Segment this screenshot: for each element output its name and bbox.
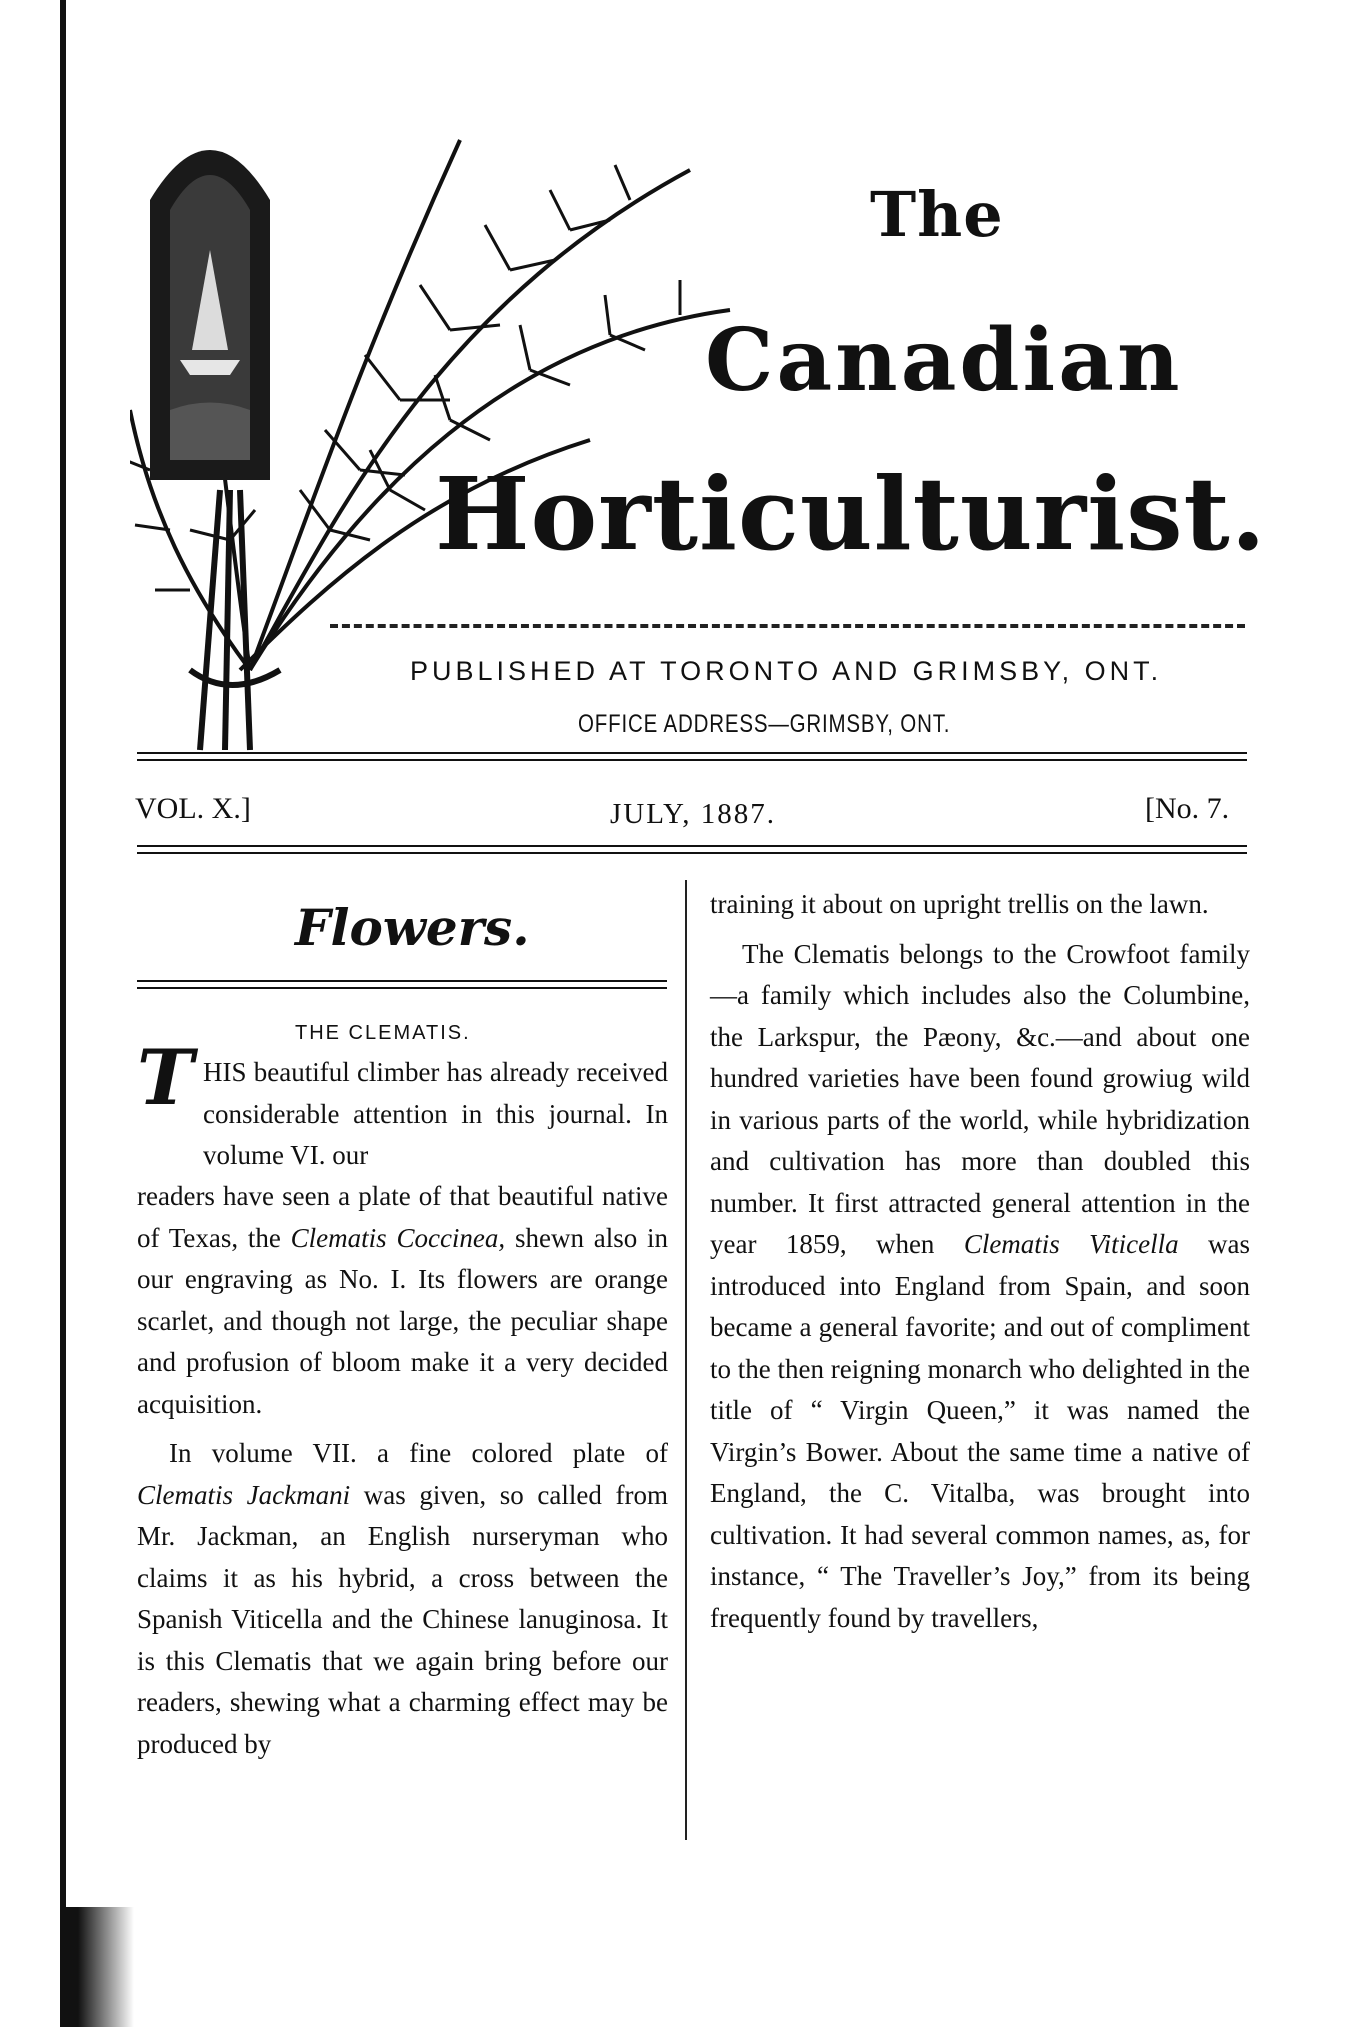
left-column-opening bbox=[203, 1052, 668, 1177]
header-rule-bottom bbox=[137, 845, 1247, 854]
issue-number: [No. 7. bbox=[1145, 792, 1230, 825]
column-divider bbox=[685, 880, 687, 1840]
paragraph-2: In volume VII. a fine colored plate of Clematis Jackmani was given, so called from Mr. Jackman, an English nurseryman who claims it as his hybrid, a cross between the Spanish Viticella and the Chinese lanuginosa. It is this Clematis that we again bring before our readers, shewing what a charming effect may be produced by bbox=[137, 1438, 669, 1759]
paragraph-4: The Clematis belongs to the Crowfoot family—a family which includes also the Columbine, the Larkspur, the Pæony, &c.—and about one hundred varieties have been found growiug wild in various parts of the world, while hybridization and cultivation has more than doubled this number. It first attracted general attention in the year 1859, when Clematis Viticella was introduced into England from Spain, and soon became a general favorite; and out of compliment to the then reigning monarch who delighted in the title of “ Virgin Queen,” it was named the Virgin’s Bower. About the same time a native of England, the C. Vitalba, was brought into cultivation. It had several common names, as, for instance, “ The Traveller’s Joy,” from its being frequently found by travellers, bbox=[710, 938, 1251, 1633]
opening-text: HIS beautiful climber has already received considerable attention in this journal. In volume VI. our bbox=[203, 1057, 668, 1170]
right-column bbox=[710, 884, 1250, 1647]
issue-date: JULY, 1887. bbox=[610, 798, 776, 830]
masthead-title-canadian: Canadian bbox=[705, 310, 1183, 411]
page-spine-edge bbox=[60, 0, 66, 2027]
section-title: Flowers. bbox=[295, 898, 530, 957]
section-rule bbox=[137, 980, 667, 989]
office-address-line: OFFICE ADDRESS—GRIMSBY, ONT. bbox=[578, 710, 951, 738]
page-spine-shadow bbox=[64, 1907, 134, 2027]
masthead-title-the: The bbox=[870, 178, 1004, 251]
masthead-dashed-rule bbox=[330, 624, 1245, 628]
volume-label: VOL. X.] bbox=[135, 792, 251, 825]
article-subheading: THE CLEMATIS. bbox=[295, 1022, 471, 1044]
masthead-title-horticulturist: Horticulturist. bbox=[435, 455, 1267, 573]
paragraph-1: readers have seen a plate of that beautiful native of Texas, the Clematis Coccinea, shewn also in our engraving as No. I. Its flowers are orange scarlet, and though not large, the peculiar shape and profusion of bloom make it a very decided acquisition. bbox=[137, 1181, 668, 1419]
header-rule-top bbox=[137, 752, 1247, 761]
drop-cap: T bbox=[137, 1033, 194, 1122]
publisher-line: PUBLISHED AT TORONTO AND GRIMSBY, ONT. bbox=[410, 656, 1163, 686]
left-column bbox=[137, 1176, 668, 1773]
paragraph-3: training it about on upright trellis on the lawn. bbox=[710, 889, 1209, 919]
